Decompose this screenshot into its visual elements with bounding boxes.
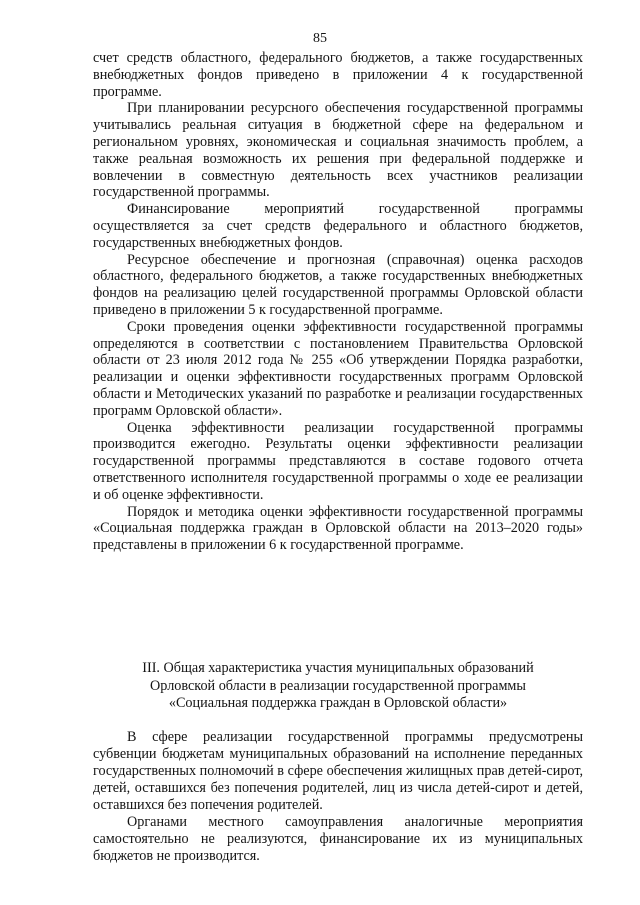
paragraph: Оценка эффективности реализации государственной программы производится ежегодно. Результаты оценки эффективности реализации государственной программы представляются в составе годового отчета ответственного исполнителя государственной программы о ходе ее реализации и об оценке эффективности. (93, 419, 583, 503)
paragraph: Органами местного самоуправления аналогичные мероприятия самостоятельно не реализуются, финансирование их из муниципальных бюджетов не производится. (93, 814, 583, 864)
section-heading (93, 660, 583, 713)
paragraph: При планировании ресурсного обеспечения государственной программы учитывались реальная ситуация в бюджетной сфере на федеральном и региональном уровнях, экономическая и социальная значимость проблем, а также реальная возможность их решения при федеральной поддержке и вовлечении в совместную деятельность всех участников реализации государственной программы. (93, 100, 583, 201)
paragraph: Финансирование мероприятий государственной программы осуществляется за счет средств федерального и областного бюджетов, государственных внебюджетных фондов. (93, 201, 583, 251)
section-heading-line: III. Общая характеристика участия муниципальных образований (142, 660, 534, 676)
section-heading-line: «Социальная поддержка граждан в Орловской области» (168, 695, 508, 711)
body-text-bottom (93, 729, 583, 865)
paragraph: В сфере реализации государственной программы предусмотрены субвенции бюджетам муниципальных образований на исполнение переданных государственных полномочий в сфере обеспечения жилищных прав детей-сирот, детей, оставшихся без попечения родителей, лиц из числа детей-сирот и детей, оставшихся без попечения родителей. (93, 729, 583, 813)
body-text-top (93, 50, 583, 554)
section-heading-line: Орловской области в реализации государственной программы (150, 677, 526, 694)
paragraph: Порядок и методика оценки эффективности государственной программы «Социальная поддержка граждан в Орловской области на 2013–2020 годы» представлены в приложении 6 к государственной программе. (93, 503, 583, 554)
page-number: 85 (313, 31, 327, 46)
paragraph: Ресурсное обеспечение и прогнозная (справочная) оценка расходов областного, федерального бюджетов, а также государственных внебюджетных фондов на реализацию целей государственной программы Орловской области приведено в приложении 5 к государственной программе. (93, 251, 583, 318)
paragraph: Сроки проведения оценки эффективности государственной программы определяются в соответствии с постановлением Правительства Орловской области от 23 июля 2012 года № 255 «Об утверждении Порядка разработки, реализации и оценки эффективности государственных программ Орловской области и Методических указаний по разработке и реализации государственных программ Орловской области». (93, 318, 583, 419)
paragraph: счет средств областного, федерального бюджетов, а также государственных внебюджетных фондов приведено в приложении 4 к государственной программе. (93, 50, 583, 100)
